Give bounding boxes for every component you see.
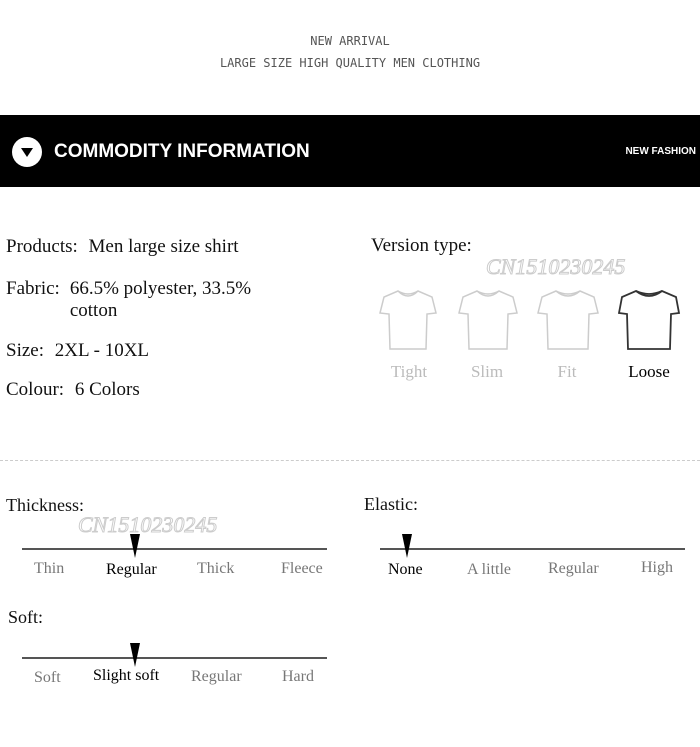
info-products <box>6 236 239 258</box>
version-option-loose: Loose <box>628 362 670 381</box>
colour-value: 6 Colors <box>74 379 140 400</box>
info-fabric <box>6 278 290 322</box>
soft-pointer <box>130 643 140 667</box>
page-header <box>0 30 700 74</box>
products-value: Men large size shirt <box>88 236 239 257</box>
thickness-option-regular: Regular <box>106 561 157 578</box>
soft-option-hard: Hard <box>282 668 314 685</box>
fabric-value: 66.5% polyester, 33.5% cotton <box>69 278 252 321</box>
version-option-tight: Tight <box>390 362 428 381</box>
version-option-fit: Fit <box>557 362 577 381</box>
thickness-title: Thickness: <box>6 495 84 515</box>
thickness-option-thick: Thick <box>197 560 235 577</box>
size-label: Size: <box>6 340 44 361</box>
header-line-1: NEW ARRIVAL <box>310 34 390 48</box>
tshirt-tight-icon <box>376 287 440 355</box>
tshirt-slim-icon <box>456 287 520 355</box>
elastic-scale-line <box>380 548 685 550</box>
tshirt-fit-icon <box>536 287 600 355</box>
elastic-option-regular: Regular <box>548 560 599 577</box>
thickness-option-fleece: Fleece <box>281 560 323 577</box>
version-option-slim: Slim <box>470 362 504 381</box>
colour-label: Colour: <box>6 379 65 400</box>
thickness-scale-line <box>22 548 327 550</box>
banner-right-text: NEW FASHION <box>625 146 696 157</box>
section-divider <box>0 460 700 461</box>
size-value: 2XL - 10XL <box>54 340 150 361</box>
version-type-title: Version type: <box>371 235 472 256</box>
thickness-option-thin: Thin <box>34 560 65 577</box>
tshirt-loose-icon <box>617 287 681 355</box>
soft-option-soft: Soft <box>34 669 61 686</box>
watermark-2: CN1510230245 <box>78 512 218 537</box>
elastic-option-none: None <box>388 561 423 578</box>
fabric-label: Fabric: <box>6 278 60 299</box>
watermark: CN1510230245 <box>486 254 626 279</box>
soft-title: Soft: <box>8 607 44 627</box>
thickness-pointer <box>130 534 140 558</box>
chevron-down-circle-icon <box>12 137 42 167</box>
soft-option-regular: Regular <box>191 668 242 685</box>
banner-title: COMMODITY INFORMATION <box>54 141 310 162</box>
soft-scale-line <box>22 657 327 659</box>
elastic-option-a-little: A little <box>467 561 511 578</box>
info-colour <box>6 379 140 401</box>
elastic-option-high: High <box>641 559 673 576</box>
elastic-pointer <box>402 534 412 558</box>
header-line-2: LARGE SIZE HIGH QUALITY MEN CLOTHING <box>219 56 481 70</box>
products-label: Products: <box>6 236 78 257</box>
info-size <box>6 340 149 362</box>
elastic-title: Elastic: <box>364 494 418 514</box>
commodity-banner <box>0 115 700 187</box>
soft-option-slight-soft: Slight soft <box>93 667 160 684</box>
